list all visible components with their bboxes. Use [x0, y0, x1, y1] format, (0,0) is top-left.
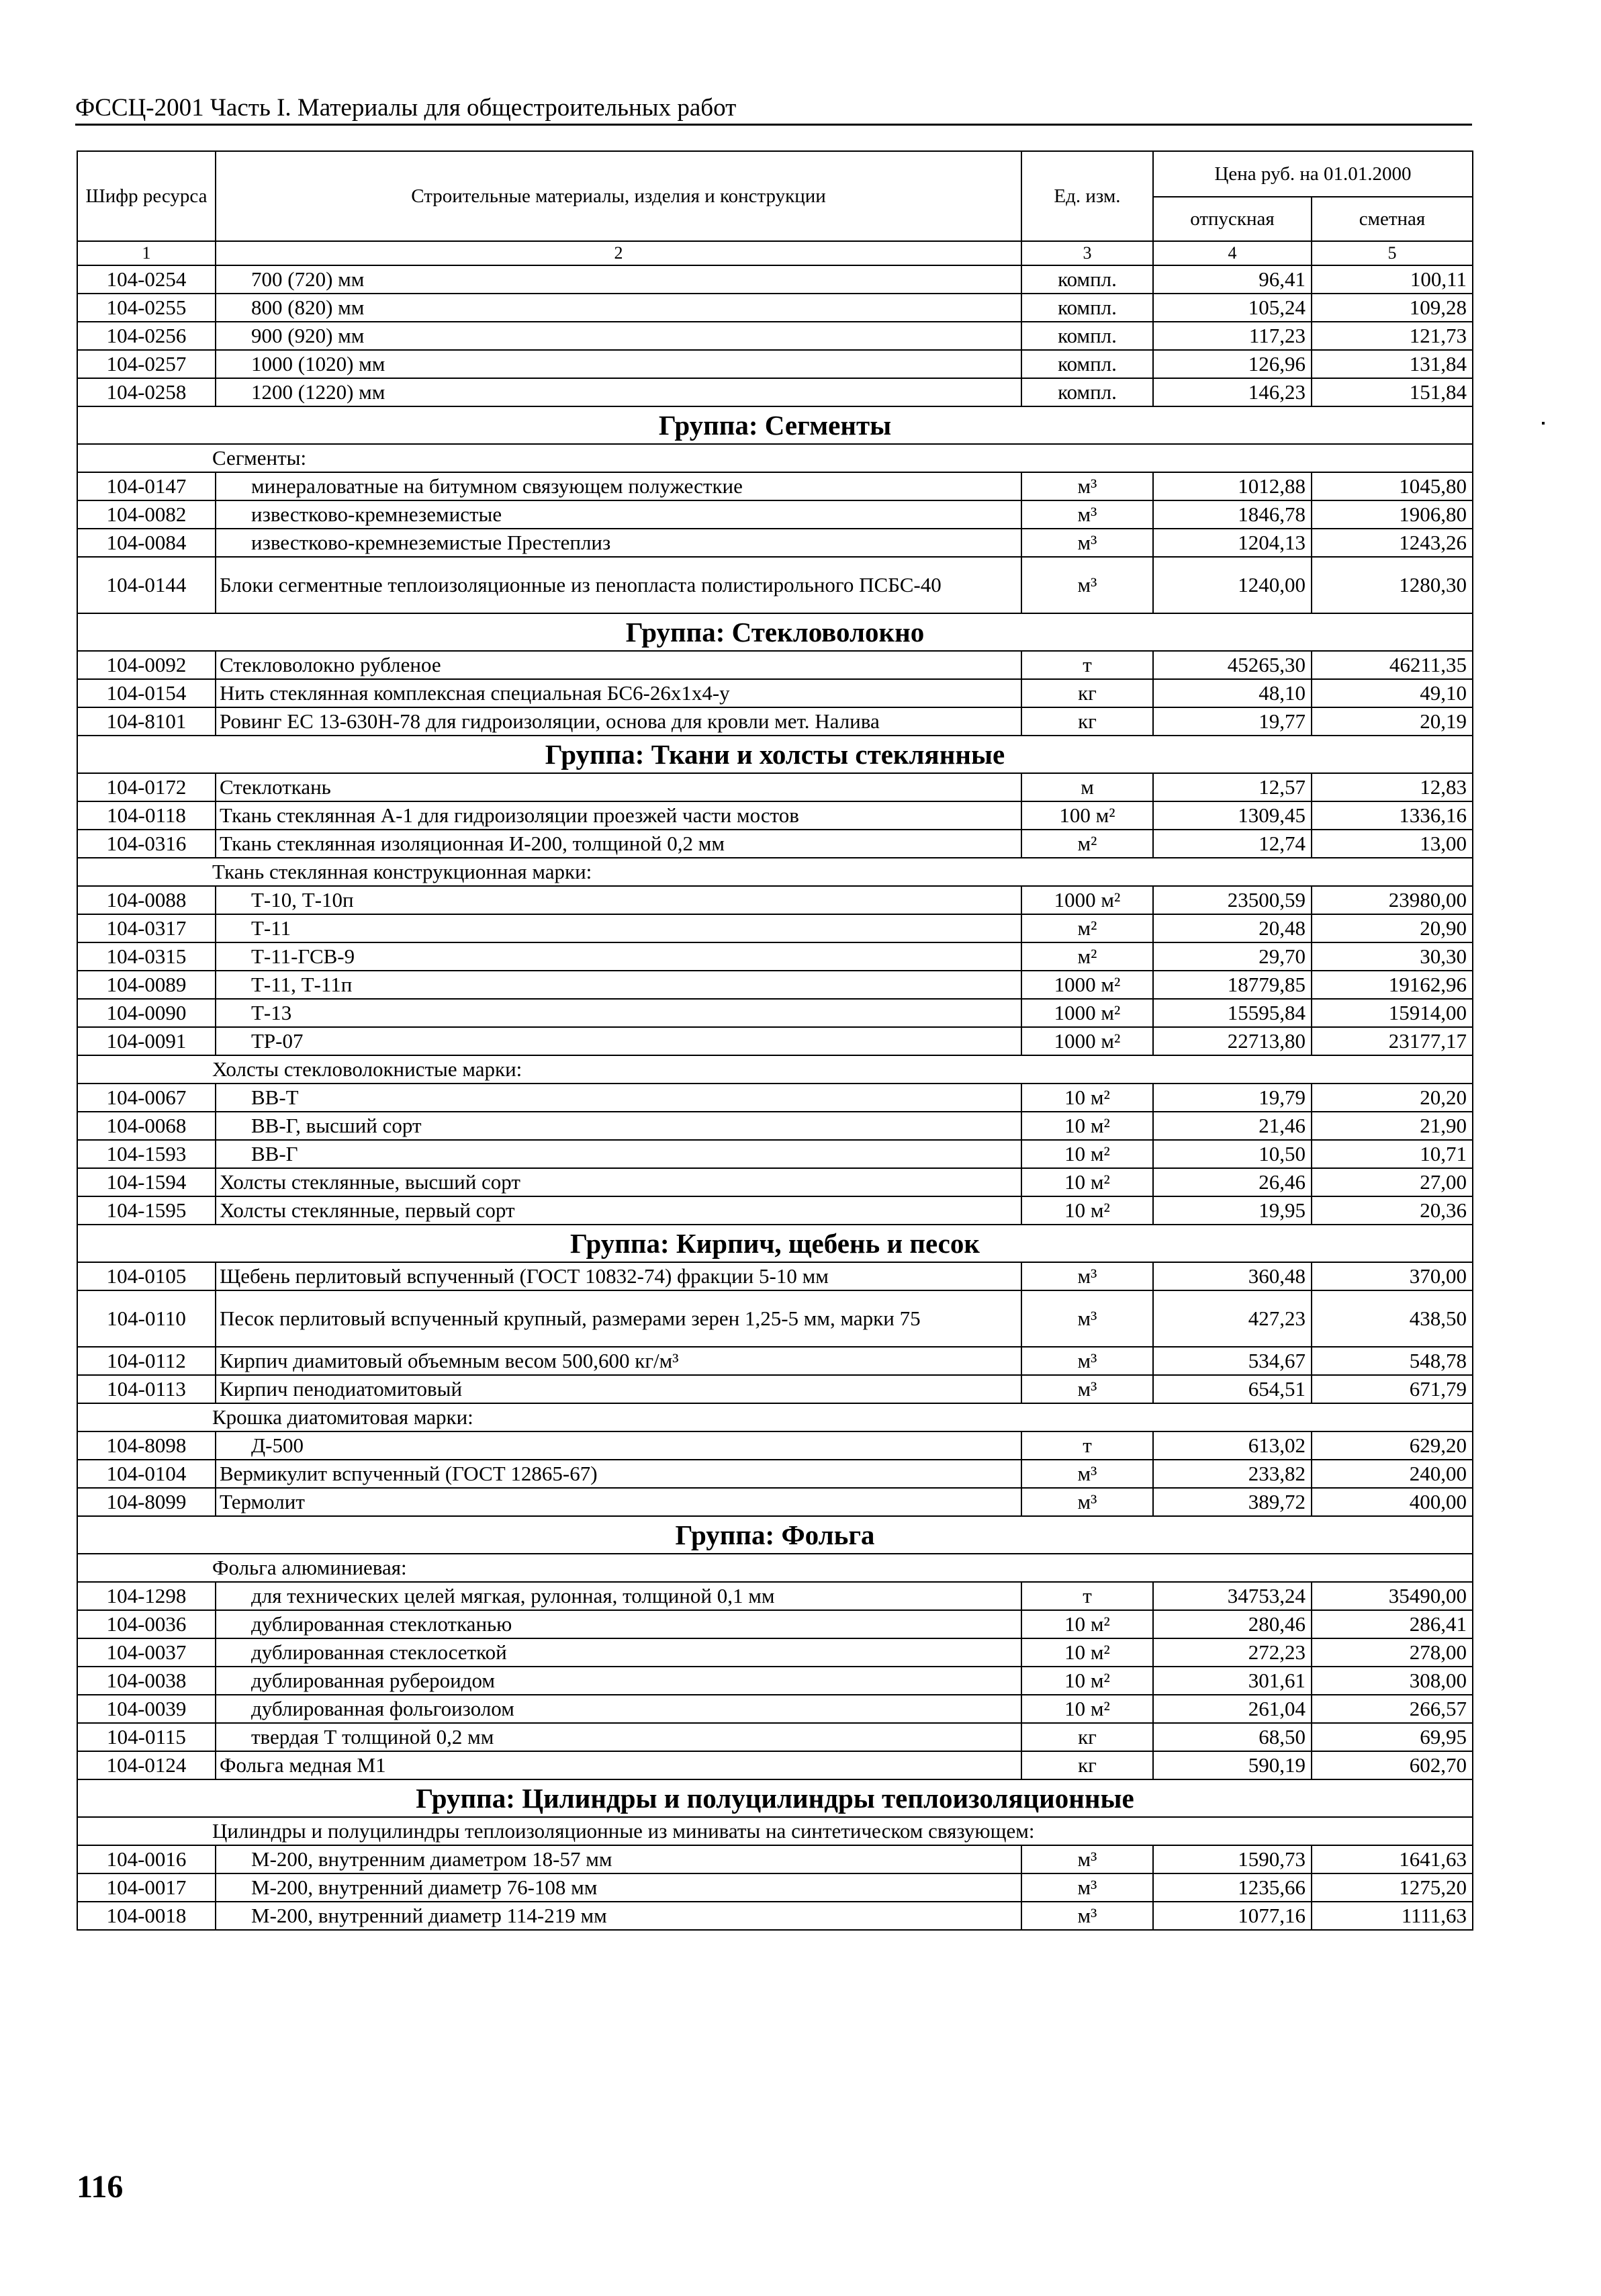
group-title: Группа: Цилиндры и полуцилиндры теплоизоляционные	[77, 1779, 1473, 1817]
resource-code: 104-0172	[77, 773, 216, 801]
col-number: 3	[1021, 241, 1153, 265]
table-row	[77, 773, 1473, 801]
table-row	[77, 1262, 1473, 1290]
item-name: 900 (920) мм	[216, 322, 1021, 350]
subheading: Цилиндры и полуцилиндры теплоизоляционные из миниваты на синтетическом связующем:	[77, 1817, 1473, 1845]
item-name: известково-кремнеземистые	[216, 500, 1021, 529]
price-estimate: 23980,00	[1312, 886, 1473, 914]
table-row	[77, 1695, 1473, 1723]
item-name: дублированная фольгоизолом	[216, 1695, 1021, 1723]
table-row	[77, 378, 1473, 406]
item-name: для технических целей мягкая, рулонная, толщиной 0,1 мм	[216, 1582, 1021, 1610]
price-wholesale: 20,48	[1153, 914, 1312, 942]
table-row	[77, 1112, 1473, 1140]
resource-code: 104-0118	[77, 801, 216, 830]
unit: м³	[1021, 557, 1153, 613]
resource-code: 104-0067	[77, 1084, 216, 1112]
subheading: Ткань стеклянная конструкционная марки:	[77, 858, 1473, 886]
item-name: М-200, внутренний диаметр 114-219 мм	[216, 1902, 1021, 1930]
item-name: Блоки сегментные теплоизоляционные из пенопласта полистирольного ПСБС-40	[216, 557, 1021, 613]
price-estimate: 1243,26	[1312, 529, 1473, 557]
resource-code: 104-1298	[77, 1582, 216, 1610]
resource-code: 104-0089	[77, 971, 216, 999]
unit: м³	[1021, 1460, 1153, 1488]
unit: 1000 м²	[1021, 999, 1153, 1027]
resource-code: 104-0018	[77, 1902, 216, 1930]
table-row	[77, 1431, 1473, 1460]
item-name: Стекловолокно рубленое	[216, 651, 1021, 679]
item-name: Вермикулит вспученный (ГОСТ 12865-67)	[216, 1460, 1021, 1488]
item-name: М-200, внутренний диаметр 76-108 мм	[216, 1873, 1021, 1902]
table-row	[77, 1460, 1473, 1488]
scan-speck	[1542, 422, 1545, 425]
item-name: минераловатные на битумном связующем полужесткие	[216, 472, 1021, 500]
price-estimate: 671,79	[1312, 1375, 1473, 1403]
table-row	[77, 914, 1473, 942]
table-row	[77, 1610, 1473, 1638]
unit: т	[1021, 1582, 1153, 1610]
resource-code: 104-0084	[77, 529, 216, 557]
price-wholesale: 29,70	[1153, 942, 1312, 971]
resource-code: 104-0104	[77, 1460, 216, 1488]
table-row	[77, 801, 1473, 830]
price-wholesale: 34753,24	[1153, 1582, 1312, 1610]
price-wholesale: 22713,80	[1153, 1027, 1312, 1055]
table-body	[77, 265, 1473, 1930]
resource-code: 104-0092	[77, 651, 216, 679]
price-wholesale: 427,23	[1153, 1290, 1312, 1347]
col-header-estimate: сметная	[1312, 197, 1473, 241]
unit: 10 м²	[1021, 1168, 1153, 1196]
group-title: Группа: Стекловолокно	[77, 613, 1473, 651]
price-estimate: 19162,96	[1312, 971, 1473, 999]
item-name: Т-10, Т-10п	[216, 886, 1021, 914]
item-name: 1000 (1020) мм	[216, 350, 1021, 378]
unit: 10 м²	[1021, 1112, 1153, 1140]
table-row	[77, 350, 1473, 378]
item-name: Песок перлитовый вспученный крупный, размерами зерен 1,25-5 мм, марки 75	[216, 1290, 1021, 1347]
col-number: 1	[77, 241, 216, 265]
item-name: Ровинг ЕС 13-630Н-78 для гидроизоляции, основа для кровли мет. Налива	[216, 707, 1021, 736]
unit: м³	[1021, 529, 1153, 557]
resource-code: 104-0124	[77, 1751, 216, 1779]
col-header-price: Цена руб. на 01.01.2000	[1153, 151, 1473, 197]
resource-code: 104-0256	[77, 322, 216, 350]
subheading: Фольга алюминиевая:	[77, 1554, 1473, 1582]
resource-code: 104-0038	[77, 1667, 216, 1695]
price-estimate: 20,90	[1312, 914, 1473, 942]
subheading-row	[77, 444, 1473, 472]
unit: 10 м²	[1021, 1667, 1153, 1695]
table-row	[77, 707, 1473, 736]
price-wholesale: 96,41	[1153, 265, 1312, 294]
resource-code: 104-0017	[77, 1873, 216, 1902]
price-wholesale: 12,57	[1153, 773, 1312, 801]
table-row	[77, 679, 1473, 707]
price-estimate: 23177,17	[1312, 1027, 1473, 1055]
table-row	[77, 1902, 1473, 1930]
item-name: Д-500	[216, 1431, 1021, 1460]
resource-code: 104-0254	[77, 265, 216, 294]
item-name: М-200, внутренним диаметром 18-57 мм	[216, 1845, 1021, 1873]
price-wholesale: 654,51	[1153, 1375, 1312, 1403]
price-estimate: 1111,63	[1312, 1902, 1473, 1930]
unit: 1000 м²	[1021, 886, 1153, 914]
unit: 10 м²	[1021, 1695, 1153, 1723]
item-name: ВВ-Г, высший сорт	[216, 1112, 1021, 1140]
price-estimate: 240,00	[1312, 1460, 1473, 1488]
subheading-row	[77, 1817, 1473, 1845]
price-wholesale: 1012,88	[1153, 472, 1312, 500]
col-header-unit: Ед. изм.	[1021, 151, 1153, 241]
price-estimate: 1906,80	[1312, 500, 1473, 529]
unit: м³	[1021, 1262, 1153, 1290]
resource-code: 104-8098	[77, 1431, 216, 1460]
table-row	[77, 999, 1473, 1027]
col-number: 2	[216, 241, 1021, 265]
item-name: Т-13	[216, 999, 1021, 1027]
resource-code: 104-0110	[77, 1290, 216, 1347]
unit: 10 м²	[1021, 1140, 1153, 1168]
resource-code: 104-0255	[77, 294, 216, 322]
price-estimate: 602,70	[1312, 1751, 1473, 1779]
subheading: Холсты стекловолокнистые марки:	[77, 1055, 1473, 1084]
price-estimate: 1045,80	[1312, 472, 1473, 500]
price-estimate: 49,10	[1312, 679, 1473, 707]
table-row	[77, 1290, 1473, 1347]
table-row	[77, 472, 1473, 500]
unit: м³	[1021, 1375, 1153, 1403]
price-wholesale: 68,50	[1153, 1723, 1312, 1751]
price-wholesale: 301,61	[1153, 1667, 1312, 1695]
resource-code: 104-1594	[77, 1168, 216, 1196]
price-wholesale: 1235,66	[1153, 1873, 1312, 1902]
price-wholesale: 272,23	[1153, 1638, 1312, 1667]
price-wholesale: 146,23	[1153, 378, 1312, 406]
table-row	[77, 1140, 1473, 1168]
unit: м³	[1021, 500, 1153, 529]
unit: м²	[1021, 830, 1153, 858]
unit: 10 м²	[1021, 1638, 1153, 1667]
unit: м³	[1021, 1845, 1153, 1873]
unit: 10 м²	[1021, 1610, 1153, 1638]
item-name: ТР-07	[216, 1027, 1021, 1055]
price-estimate: 629,20	[1312, 1431, 1473, 1460]
item-name: 800 (820) мм	[216, 294, 1021, 322]
unit: 1000 м²	[1021, 971, 1153, 999]
price-estimate: 35490,00	[1312, 1582, 1473, 1610]
group-row	[77, 1779, 1473, 1817]
price-wholesale: 19,95	[1153, 1196, 1312, 1225]
price-wholesale: 23500,59	[1153, 886, 1312, 914]
col-number: 5	[1312, 241, 1473, 265]
page-number: 116	[77, 2169, 124, 2205]
table-row	[77, 529, 1473, 557]
price-wholesale: 233,82	[1153, 1460, 1312, 1488]
table-row	[77, 500, 1473, 529]
price-wholesale: 1309,45	[1153, 801, 1312, 830]
table-row	[77, 1723, 1473, 1751]
item-name: Ткань стеклянная изоляционная И-200, толщиной 0,2 мм	[216, 830, 1021, 858]
price-wholesale: 19,77	[1153, 707, 1312, 736]
resource-code: 104-0257	[77, 350, 216, 378]
price-estimate: 13,00	[1312, 830, 1473, 858]
price-estimate: 12,83	[1312, 773, 1473, 801]
price-estimate: 15914,00	[1312, 999, 1473, 1027]
price-wholesale: 21,46	[1153, 1112, 1312, 1140]
price-estimate: 27,00	[1312, 1168, 1473, 1196]
subheading-row	[77, 858, 1473, 886]
resource-code: 104-0036	[77, 1610, 216, 1638]
price-estimate: 1275,20	[1312, 1873, 1473, 1902]
price-wholesale: 590,19	[1153, 1751, 1312, 1779]
price-estimate: 1336,16	[1312, 801, 1473, 830]
unit: м³	[1021, 1488, 1153, 1516]
price-estimate: 20,36	[1312, 1196, 1473, 1225]
item-name: ВВ-Г	[216, 1140, 1021, 1168]
resource-code: 104-0144	[77, 557, 216, 613]
unit: м	[1021, 773, 1153, 801]
page-header: ФССЦ-2001 Часть I. Материалы для общестроительных работ	[75, 93, 1472, 126]
price-estimate: 278,00	[1312, 1638, 1473, 1667]
item-name: Т-11-ГСВ-9	[216, 942, 1021, 971]
unit: кг	[1021, 1751, 1153, 1779]
price-wholesale: 613,02	[1153, 1431, 1312, 1460]
table-row	[77, 265, 1473, 294]
item-name: 1200 (1220) мм	[216, 378, 1021, 406]
unit: 100 м²	[1021, 801, 1153, 830]
group-title: Группа: Кирпич, щебень и песок	[77, 1225, 1473, 1262]
unit: компл.	[1021, 265, 1153, 294]
resource-code: 104-0154	[77, 679, 216, 707]
price-table	[77, 150, 1473, 1931]
resource-code: 104-8101	[77, 707, 216, 736]
table-row	[77, 294, 1473, 322]
price-estimate: 69,95	[1312, 1723, 1473, 1751]
group-row	[77, 1225, 1473, 1262]
item-name: Холсты стеклянные, первый сорт	[216, 1196, 1021, 1225]
table-row	[77, 1347, 1473, 1375]
unit: м³	[1021, 1902, 1153, 1930]
price-wholesale: 389,72	[1153, 1488, 1312, 1516]
table-row	[77, 1873, 1473, 1902]
subheading: Сегменты:	[77, 444, 1473, 472]
table-row	[77, 1027, 1473, 1055]
item-name: Термолит	[216, 1488, 1021, 1516]
table-row	[77, 1488, 1473, 1516]
resource-code: 104-0315	[77, 942, 216, 971]
price-estimate: 548,78	[1312, 1347, 1473, 1375]
table-row	[77, 322, 1473, 350]
item-name: дублированная рубероидом	[216, 1667, 1021, 1695]
subheading-row	[77, 1403, 1473, 1431]
unit: т	[1021, 651, 1153, 679]
col-number: 4	[1153, 241, 1312, 265]
resource-code: 104-0068	[77, 1112, 216, 1140]
item-name: дублированная стеклотканью	[216, 1610, 1021, 1638]
price-estimate: 20,19	[1312, 707, 1473, 736]
resource-code: 104-0113	[77, 1375, 216, 1403]
resource-code: 104-0147	[77, 472, 216, 500]
table-row	[77, 1582, 1473, 1610]
resource-code: 104-0090	[77, 999, 216, 1027]
resource-code: 104-0039	[77, 1695, 216, 1723]
price-wholesale: 1204,13	[1153, 529, 1312, 557]
table-row	[77, 557, 1473, 613]
price-wholesale: 26,46	[1153, 1168, 1312, 1196]
group-title: Группа: Сегменты	[77, 406, 1473, 444]
unit: компл.	[1021, 378, 1153, 406]
price-wholesale: 1590,73	[1153, 1845, 1312, 1873]
resource-code: 104-8099	[77, 1488, 216, 1516]
unit: 1000 м²	[1021, 1027, 1153, 1055]
table-row	[77, 1638, 1473, 1667]
unit: м³	[1021, 1873, 1153, 1902]
resource-code: 104-1595	[77, 1196, 216, 1225]
price-estimate: 131,84	[1312, 350, 1473, 378]
unit: кг	[1021, 679, 1153, 707]
unit: компл.	[1021, 350, 1153, 378]
item-name: Стеклоткань	[216, 773, 1021, 801]
col-header-name: Строительные материалы, изделия и конструкции	[216, 151, 1021, 241]
resource-code: 104-0037	[77, 1638, 216, 1667]
price-estimate: 30,30	[1312, 942, 1473, 971]
resource-code: 104-0105	[77, 1262, 216, 1290]
price-wholesale: 105,24	[1153, 294, 1312, 322]
price-wholesale: 1240,00	[1153, 557, 1312, 613]
price-wholesale: 15595,84	[1153, 999, 1312, 1027]
group-title: Группа: Ткани и холсты стеклянные	[77, 736, 1473, 773]
group-row	[77, 613, 1473, 651]
price-wholesale: 261,04	[1153, 1695, 1312, 1723]
subheading: Крошка диатомитовая марки:	[77, 1403, 1473, 1431]
price-estimate: 1280,30	[1312, 557, 1473, 613]
unit: т	[1021, 1431, 1153, 1460]
table-row	[77, 1845, 1473, 1873]
price-wholesale: 280,46	[1153, 1610, 1312, 1638]
item-name: ВВ-Т	[216, 1084, 1021, 1112]
unit: кг	[1021, 1723, 1153, 1751]
unit: компл.	[1021, 322, 1153, 350]
price-wholesale: 48,10	[1153, 679, 1312, 707]
table-row	[77, 971, 1473, 999]
price-estimate: 20,20	[1312, 1084, 1473, 1112]
unit: м²	[1021, 914, 1153, 942]
table-row	[77, 1375, 1473, 1403]
price-wholesale: 117,23	[1153, 322, 1312, 350]
unit: кг	[1021, 707, 1153, 736]
table-row	[77, 1751, 1473, 1779]
col-header-code: Шифр ресурса	[77, 151, 216, 241]
unit: компл.	[1021, 294, 1153, 322]
table-row	[77, 1196, 1473, 1225]
item-name: твердая Т толщиной 0,2 мм	[216, 1723, 1021, 1751]
unit: м²	[1021, 942, 1153, 971]
table-row	[77, 830, 1473, 858]
resource-code: 104-0316	[77, 830, 216, 858]
item-name: Т-11	[216, 914, 1021, 942]
resource-code: 104-0091	[77, 1027, 216, 1055]
table-row	[77, 1667, 1473, 1695]
price-estimate: 266,57	[1312, 1695, 1473, 1723]
table-row	[77, 942, 1473, 971]
resource-code: 104-1593	[77, 1140, 216, 1168]
price-estimate: 370,00	[1312, 1262, 1473, 1290]
price-estimate: 438,50	[1312, 1290, 1473, 1347]
price-estimate: 100,11	[1312, 265, 1473, 294]
price-wholesale: 45265,30	[1153, 651, 1312, 679]
price-estimate: 400,00	[1312, 1488, 1473, 1516]
price-wholesale: 1077,16	[1153, 1902, 1312, 1930]
price-wholesale: 19,79	[1153, 1084, 1312, 1112]
price-wholesale: 12,74	[1153, 830, 1312, 858]
item-name: дублированная стеклосеткой	[216, 1638, 1021, 1667]
price-estimate: 21,90	[1312, 1112, 1473, 1140]
item-name: Кирпич диамитовый объемным весом 500,600 кг/м³	[216, 1347, 1021, 1375]
price-wholesale: 18779,85	[1153, 971, 1312, 999]
unit: м³	[1021, 1290, 1153, 1347]
resource-code: 104-0088	[77, 886, 216, 914]
item-name: Щебень перлитовый вспученный (ГОСТ 10832-74) фракции 5-10 мм	[216, 1262, 1021, 1290]
price-wholesale: 126,96	[1153, 350, 1312, 378]
price-estimate: 308,00	[1312, 1667, 1473, 1695]
resource-code: 104-0082	[77, 500, 216, 529]
item-name: Ткань стеклянная А-1 для гидроизоляции проезжей части мостов	[216, 801, 1021, 830]
price-estimate: 109,28	[1312, 294, 1473, 322]
resource-code: 104-0317	[77, 914, 216, 942]
price-estimate: 46211,35	[1312, 651, 1473, 679]
item-name: Нить стеклянная комплексная специальная БС6-26х1х4-у	[216, 679, 1021, 707]
col-header-wholesale: отпускная	[1153, 197, 1312, 241]
subheading-row	[77, 1554, 1473, 1582]
unit: м³	[1021, 1347, 1153, 1375]
price-estimate: 151,84	[1312, 378, 1473, 406]
group-title: Группа: Фольга	[77, 1516, 1473, 1554]
price-wholesale: 360,48	[1153, 1262, 1312, 1290]
price-estimate: 1641,63	[1312, 1845, 1473, 1873]
resource-code: 104-0258	[77, 378, 216, 406]
item-name: известково-кремнеземистые Престеплиз	[216, 529, 1021, 557]
price-wholesale: 1846,78	[1153, 500, 1312, 529]
price-estimate: 121,73	[1312, 322, 1473, 350]
table-row	[77, 886, 1473, 914]
price-wholesale: 534,67	[1153, 1347, 1312, 1375]
item-name: Фольга медная М1	[216, 1751, 1021, 1779]
unit: м³	[1021, 472, 1153, 500]
unit: 10 м²	[1021, 1084, 1153, 1112]
price-estimate: 286,41	[1312, 1610, 1473, 1638]
price-estimate: 10,71	[1312, 1140, 1473, 1168]
table-row	[77, 1168, 1473, 1196]
price-wholesale: 10,50	[1153, 1140, 1312, 1168]
item-name: Кирпич пенодиатомитовый	[216, 1375, 1021, 1403]
resource-code: 104-0115	[77, 1723, 216, 1751]
group-row	[77, 736, 1473, 773]
table-row	[77, 1084, 1473, 1112]
unit: 10 м²	[1021, 1196, 1153, 1225]
group-row	[77, 1516, 1473, 1554]
item-name: Т-11, Т-11п	[216, 971, 1021, 999]
item-name: Холсты стеклянные, высший сорт	[216, 1168, 1021, 1196]
resource-code: 104-0016	[77, 1845, 216, 1873]
subheading-row	[77, 1055, 1473, 1084]
item-name: 700 (720) мм	[216, 265, 1021, 294]
group-row	[77, 406, 1473, 444]
resource-code: 104-0112	[77, 1347, 216, 1375]
table-row	[77, 651, 1473, 679]
